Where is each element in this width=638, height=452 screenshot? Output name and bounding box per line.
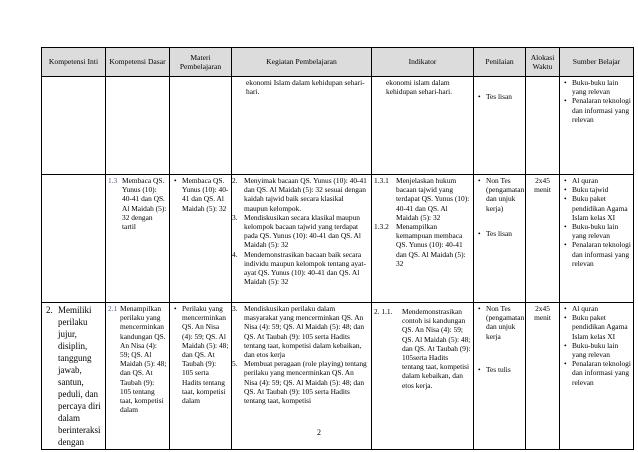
list-item bbox=[232, 359, 369, 406]
list-item: • Al quran bbox=[572, 176, 631, 185]
list-item: • Penalaran teknologi dan informasi yang relevan bbox=[572, 359, 631, 387]
list-item bbox=[232, 304, 369, 360]
cell-sumber bbox=[560, 175, 634, 303]
header-kompetensi-dasar: Kompetensi Dasar bbox=[106, 48, 170, 77]
header-indikator: Indikator bbox=[372, 48, 474, 77]
list-item bbox=[232, 249, 369, 287]
cell-kd-empty bbox=[106, 77, 170, 175]
item-text: Mendiskusikan secara klasikal maupun kelompok bacaan tajwid yang terdapat pada QS. Yunus (10): 40-41 dan QS. Al Maidah (5): 32 bbox=[244, 212, 361, 250]
header-materi: Materi Pembelajaran bbox=[170, 48, 232, 77]
cell-materi-empty bbox=[170, 77, 232, 175]
list-item: • Al quran bbox=[572, 304, 631, 313]
item-number: 2. bbox=[232, 176, 238, 185]
list-item: • Tes lisan bbox=[486, 229, 523, 238]
item-text: Mendiskusikan perilaku dalam masyarakat yang mencerminkan QS. An Nisa (4): 59; QS. Al Maidah (5): 48; dan QS. At Taubah (9): 105 serta Hadits tentang taat, kompetisi dalam kebaikan, dan etos kerja bbox=[244, 304, 365, 360]
list-item: • Non Tes (pengamatan dan unjuk kerja bbox=[486, 304, 523, 341]
cell-indikator bbox=[372, 175, 474, 303]
cell-alokasi: 2x45 menit bbox=[526, 303, 560, 450]
ki-text: Memiliki perilaku jujur, disiplin, tanggung jawab, santun, peduli, dan percaya diri dalam berinteraksi dengan bbox=[58, 305, 101, 447]
cell-penilaian bbox=[474, 77, 526, 175]
indikator-text: ekonomi islam dalam kehidupan sehari-hari. bbox=[386, 78, 453, 97]
kegiatan-text: ekonomi Islam dalam kehidupan sehari-hari. bbox=[246, 78, 365, 97]
list-item: • Penalaran teknologi dan informasi yang relevan bbox=[572, 96, 631, 124]
list-item bbox=[232, 212, 369, 250]
list-item: • Tes tulis bbox=[486, 365, 523, 374]
item-number: 5. bbox=[232, 359, 238, 369]
header-penilaian: Penilaian bbox=[474, 48, 526, 77]
list-item: • Buku-buku lain yang relevan bbox=[572, 222, 631, 240]
table-row bbox=[42, 77, 634, 175]
item-number: 3. bbox=[232, 304, 238, 313]
cell-kd bbox=[106, 175, 170, 303]
indikator-code: 1.3.2 bbox=[374, 222, 389, 232]
item-number: 4. bbox=[232, 249, 238, 259]
header-alokasi: Alokasi Waktu bbox=[526, 48, 560, 77]
header-kegiatan: Kegiatan Pembelajaran bbox=[232, 48, 372, 77]
list-item bbox=[232, 176, 369, 213]
ki-number: 2. bbox=[46, 305, 53, 315]
page-number: 2 bbox=[317, 428, 321, 437]
list-item: • Non Tes (pengamatan dan unjuk kerja) bbox=[486, 176, 523, 213]
list-item: • Membaca QS. Yunus (10): 40-41 dan QS. Al Maidah (5): 32 bbox=[182, 176, 229, 213]
list-item: • Penalaran teknologi dan informasi yang relevan bbox=[572, 240, 631, 268]
kd-text: Menampilkan perilaku yang mencerminkan kandungan QS. An Nisa (4): 59; QS. Al Maidah (5): 48; dan QS. At Taubah (9): 105 tentang taat, kompetisi dalam bbox=[120, 304, 167, 415]
kd-number: 2.1 bbox=[108, 304, 118, 313]
cell-sumber bbox=[560, 77, 634, 175]
list-item: • Buku paket pendidikan Agama Islam kelas XI bbox=[572, 194, 631, 222]
cell-kegiatan bbox=[232, 77, 372, 175]
cell-indikator bbox=[372, 77, 474, 175]
syllabus-table bbox=[41, 47, 634, 450]
kd-text: Membaca QS. Yunus (10): 40-41 dan QS. Al Maidah (5): 32 dengan tartil bbox=[122, 176, 167, 232]
cell-materi bbox=[170, 175, 232, 303]
indikator-code: 1.3.1 bbox=[374, 176, 389, 185]
cell-ki-empty bbox=[42, 175, 106, 303]
cell-ki-empty bbox=[42, 77, 106, 175]
list-item: • Buku tajwid bbox=[572, 185, 631, 194]
list-item: • Perilaku yang mencerminkan QS. An Nisa (4): 59; QS. Al Maidah (5): 48; dan QS. At Taubah (9): 105 serta Hadits tentang taat, kompetisi dalam bbox=[182, 304, 229, 405]
header-sumber: Sumber Belajar bbox=[560, 48, 634, 77]
cell-alokasi: 2x45 menit bbox=[526, 175, 560, 303]
cell-alokasi-empty bbox=[526, 77, 560, 175]
header-kompetensi-inti: Kompetensi Inti bbox=[42, 48, 106, 77]
item-text: Mendemonstrasikan bacaan baik secara individu maupun kelompok tentang ayat-ayat QS. Yunus (10): 40-41 dan QS. Al Maidah (5): 32 bbox=[244, 249, 366, 287]
list-item: • Buku-buku lain yang relevan bbox=[572, 78, 631, 96]
item-text: Menyimak bacaan QS. Yunus (10): 40-41 dan QS. Al Maidah (5): 32 sesuai dengan kaidah tajwid baik secara klasikal maupun kelompok. bbox=[244, 176, 367, 213]
indikator-text: Menjelaskan hukum bacaan tajwid yang terdapat QS. Yunus (10): 40-41 dan QS. Al Maidah (5): 32 bbox=[396, 176, 470, 222]
cell-kegiatan bbox=[232, 175, 372, 303]
cell-penilaian bbox=[474, 175, 526, 303]
list-item: • Buku paket pendidikan Agama Islam kelas XI bbox=[572, 313, 631, 341]
list-item: • Tes lisan bbox=[486, 92, 523, 101]
list-item: • Buku-buku lain yang relevan bbox=[572, 341, 631, 359]
indikator-text: Menampilkan kemampuan membaca QS. Yunus (10): 40-41 dan QS. Al Maidah (5): 32 bbox=[396, 222, 466, 268]
indikator-text: Mendemonstrasikan contoh isi kandungan QS. An Nisa (4): 59; QS. Al Maidah (5): 48; dan QS. At Taubah (9): 105serta Hadits tentang taat, kompetisi dalam kebaikan, dan etos kerja. bbox=[402, 307, 471, 390]
header-row bbox=[42, 48, 634, 77]
indikator-code: 2. 1.1. bbox=[374, 307, 393, 316]
item-number: 3. bbox=[232, 212, 238, 222]
item-text: Membuat peragaan (role playing) tentang perilaku yang mencerminkan QS. An Nisa (4): 59; QS. Al Maidah (5): 48; dan QS. At Taubah (9): 105 serta Hadits tentang taat, kompetisi bbox=[244, 359, 367, 406]
table-row bbox=[42, 175, 634, 303]
kd-number: 1.3 bbox=[108, 176, 118, 185]
